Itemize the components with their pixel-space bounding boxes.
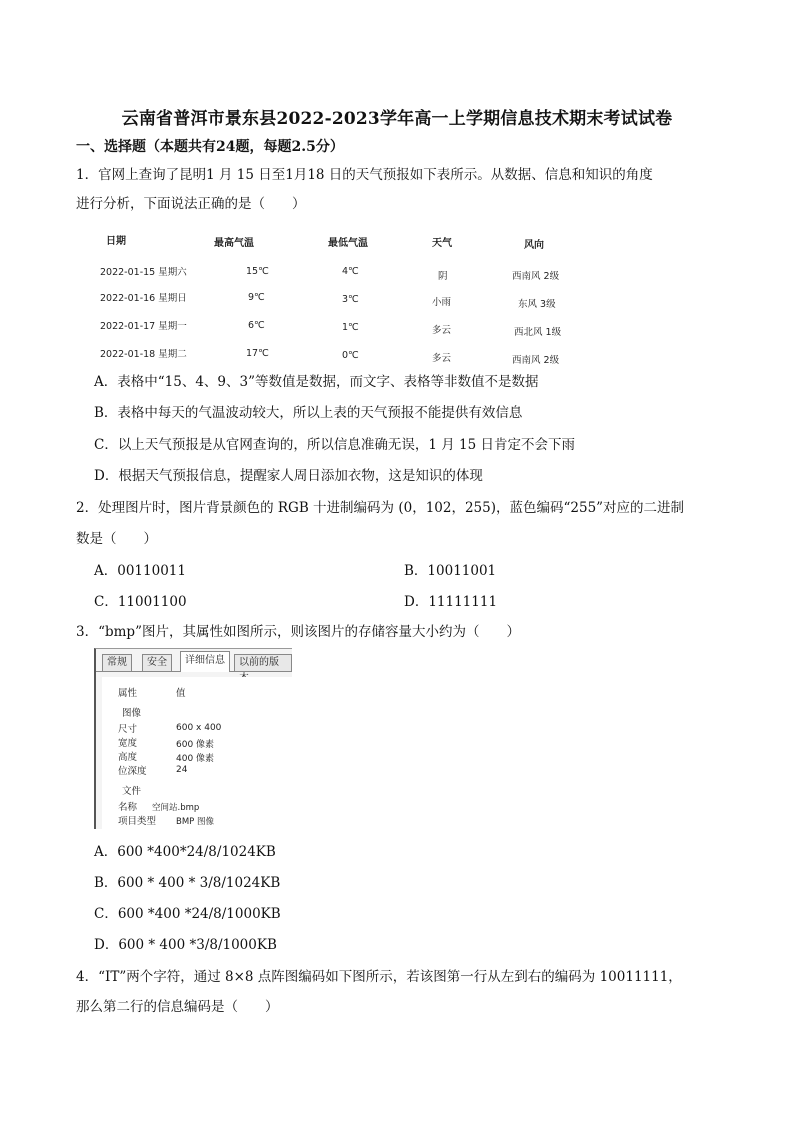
table-header-high: 最高气温 bbox=[214, 238, 254, 249]
q1-option-a: A．表格中“15、4、9、3”等数值是数据，而文字、表格等非数值不是数据 bbox=[94, 374, 539, 390]
property-name: 名称 bbox=[118, 802, 138, 813]
tab-general[interactable]: 常规 bbox=[102, 654, 132, 671]
q3-stem: 3．“bmp”图片，其属性如图所示，则该图片的存储容量大小约为（ ） bbox=[76, 624, 520, 640]
property-value: 空间站.bmp bbox=[152, 803, 200, 813]
table-cell: 15℃ bbox=[246, 266, 269, 277]
table-cell: 2022-01-16 星期日 bbox=[100, 293, 187, 304]
table-cell: 9℃ bbox=[248, 292, 265, 303]
property-name: 宽度 bbox=[118, 738, 138, 749]
properties-tab-bar bbox=[96, 649, 292, 672]
property-value: BMP 图像 bbox=[176, 817, 214, 827]
q1-option-d: D．根据天气预报信息，提醒家人周日添加衣物，这是知识的体现 bbox=[94, 468, 483, 484]
q4-stem-line2: 那么第二行的信息编码是（ ） bbox=[76, 999, 279, 1015]
q1-stem-line2: 进行分析，下面说法正确的是（ ） bbox=[76, 196, 306, 212]
table-cell: 2022-01-17 星期一 bbox=[100, 321, 187, 332]
q2-stem-line2: 数是（ ） bbox=[76, 531, 157, 547]
column-header-value: 值 bbox=[176, 688, 186, 699]
table-cell: 西北风 1级 bbox=[514, 327, 562, 338]
table-cell: 4℃ bbox=[342, 266, 359, 277]
table-cell: 西南风 2级 bbox=[512, 271, 560, 282]
property-value: 400 像素 bbox=[176, 754, 215, 764]
weather-forecast-table bbox=[92, 226, 612, 366]
table-cell: 2022-01-18 星期二 bbox=[100, 349, 187, 360]
table-header-date: 日期 bbox=[106, 236, 126, 247]
q2-option-c: C．11001100 bbox=[94, 594, 187, 610]
tab-security[interactable]: 安全 bbox=[142, 654, 172, 671]
file-properties-window bbox=[94, 648, 292, 829]
q4-stem-line1: 4．“IT”两个字符，通过 8×8 点阵图编码如下图所示，若该图第一行从左到右的编码为 10011111， bbox=[76, 969, 682, 985]
table-cell: 17℃ bbox=[246, 348, 269, 359]
table-cell: 0℃ bbox=[342, 350, 359, 361]
property-value: 24 bbox=[176, 765, 188, 775]
column-header-property: 属性 bbox=[118, 688, 138, 699]
q1-option-c: C．以上天气预报是从官网查询的，所以信息准确无误，1 月 15 日肯定不会下雨 bbox=[94, 437, 575, 453]
page-title: 云南省普洱市景东县2022-2023学年高一上学期信息技术期末考试试卷 bbox=[121, 109, 673, 129]
section-heading-choice: 一、选择题（本题共有24题，每题2.5分） bbox=[76, 139, 344, 155]
table-cell: 多云 bbox=[432, 325, 452, 336]
details-panel bbox=[102, 677, 292, 829]
table-cell: 东风 3级 bbox=[518, 299, 556, 310]
property-name: 尺寸 bbox=[118, 724, 138, 735]
q2-option-d: D．11111111 bbox=[404, 594, 498, 610]
table-cell: 多云 bbox=[432, 353, 452, 364]
table-cell: 小雨 bbox=[432, 297, 452, 308]
q1-option-b: B．表格中每天的气温波动较大，所以上表的天气预报不能提供有效信息 bbox=[94, 405, 523, 421]
group-label-file: 文件 bbox=[122, 786, 142, 797]
property-value: 600 像素 bbox=[176, 740, 215, 750]
tab-details[interactable]: 详细信息 bbox=[180, 651, 230, 672]
table-cell: 1℃ bbox=[342, 322, 359, 333]
property-value: 600 x 400 bbox=[176, 723, 222, 733]
table-cell: 2022-01-15 星期六 bbox=[100, 267, 187, 278]
table-header-weather: 天气 bbox=[432, 238, 452, 249]
table-cell: 阴 bbox=[438, 271, 448, 282]
property-name: 项目类型 bbox=[118, 816, 157, 827]
q2-option-a: A．00110011 bbox=[94, 563, 186, 579]
group-label-image: 图像 bbox=[122, 708, 142, 719]
table-header-low: 最低气温 bbox=[328, 238, 368, 249]
q3-option-b: B．600 * 400 * 3/8/1024KB bbox=[94, 875, 281, 891]
tab-previous-versions[interactable]: 以前的版 bbox=[234, 654, 292, 671]
q1-stem-line1: 1．官网上查询了昆明1 月 15 日至1月18 日的天气预报如下表所示。从数据、信息和知识的角度 bbox=[76, 167, 653, 183]
property-name: 位深度 bbox=[118, 766, 147, 777]
table-cell: 西南风 2级 bbox=[512, 355, 560, 366]
table-cell: 3℃ bbox=[342, 294, 359, 305]
q2-option-b: B．10011001 bbox=[404, 563, 497, 579]
table-cell: 6℃ bbox=[248, 320, 265, 331]
q3-option-c: C．600 *400 *24/8/1000KB bbox=[94, 906, 281, 922]
q3-option-d: D．600 * 400 *3/8/1000KB bbox=[94, 937, 277, 953]
q2-stem-line1: 2．处理图片时，图片背景颜色的 RGB 十进制编码为 (0，102，255)，蓝色编码“255”对应的二进制 bbox=[76, 500, 685, 516]
q3-option-a: A．600 *400*24/8/1024KB bbox=[94, 844, 276, 860]
property-name: 高度 bbox=[118, 752, 138, 763]
table-header-wind: 风向 bbox=[524, 240, 544, 251]
